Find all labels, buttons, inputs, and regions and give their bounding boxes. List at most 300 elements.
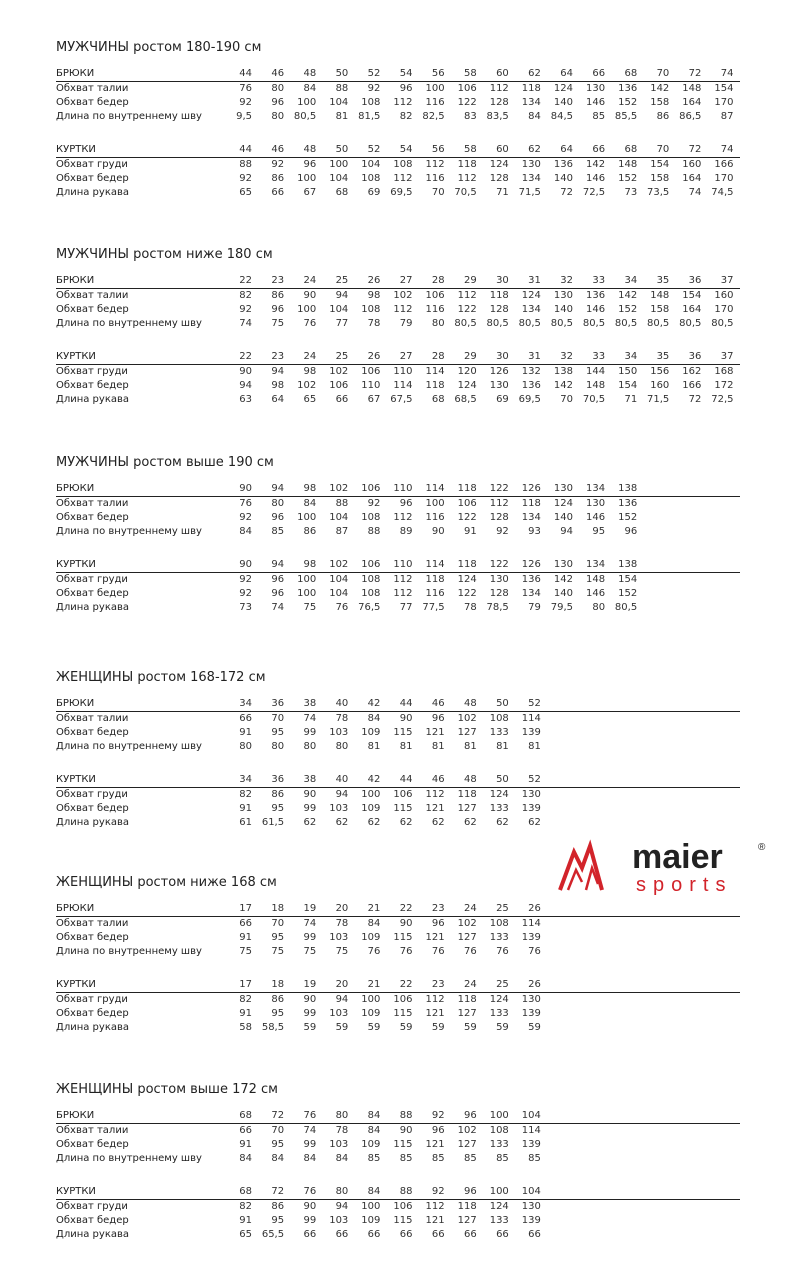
- measurement-value: 90: [399, 713, 413, 724]
- size-header-cell: 138: [618, 559, 638, 570]
- measurement-value: 68,5: [454, 394, 477, 405]
- measurement-value: 76: [367, 946, 381, 957]
- size-header-cell: 68: [624, 68, 638, 79]
- measurement-value: 134: [521, 97, 541, 108]
- size-header-cell: 34: [239, 698, 252, 709]
- measurement-value: 124: [457, 574, 477, 585]
- measurement-value: 84: [335, 1153, 349, 1164]
- measurement-label: Обхват груди: [56, 159, 128, 170]
- measurement-value: 114: [521, 1125, 541, 1136]
- measurement-value: 106: [425, 290, 445, 301]
- measurement-value: 77,5: [422, 602, 445, 613]
- measurement-value: 96: [399, 498, 413, 509]
- measurement-value: 80: [271, 83, 285, 94]
- measurement-value: 88: [239, 159, 252, 170]
- measurement-value: 86: [271, 173, 285, 184]
- size-table: [0, 144, 792, 208]
- size-header-cell: 94: [271, 559, 285, 570]
- measurement-value: 118: [457, 994, 477, 1005]
- measurement-value: 124: [553, 83, 573, 94]
- measurement-value: 162: [682, 366, 702, 377]
- size-header-cell: 25: [496, 979, 509, 990]
- measurement-value: 96: [271, 574, 285, 585]
- size-header-cell: 104: [521, 1186, 541, 1197]
- size-header-cell: 23: [431, 979, 445, 990]
- measurement-value: 85: [592, 111, 606, 122]
- measurement-value: 106: [393, 1201, 413, 1212]
- measurement-value: 84: [303, 1153, 317, 1164]
- measurement-value: 90: [399, 918, 413, 929]
- measurement-value: 100: [361, 994, 381, 1005]
- measurement-value: 76: [239, 498, 252, 509]
- measurement-label: Обхват бедер: [56, 932, 129, 943]
- measurement-value: 81: [431, 741, 445, 752]
- measurement-value: 128: [489, 304, 509, 315]
- measurement-value: 146: [586, 588, 606, 599]
- measurement-value: 104: [329, 304, 349, 315]
- measurement-value: 82: [239, 994, 252, 1005]
- measurement-value: 90: [431, 526, 445, 537]
- size-header-cell: 96: [463, 1110, 477, 1121]
- measurement-value: 96: [431, 713, 445, 724]
- measurement-value: 75: [239, 946, 252, 957]
- measurement-value: 139: [521, 1139, 541, 1150]
- size-table: [0, 774, 792, 838]
- measurement-value: 70,5: [454, 187, 477, 198]
- measurement-value: 99: [303, 803, 317, 814]
- measurement-value: 80,5: [550, 318, 573, 329]
- measurement-value: 127: [457, 1139, 477, 1150]
- measurement-value: 152: [618, 512, 638, 523]
- measurement-value: 120: [457, 366, 477, 377]
- measurement-value: 70: [431, 187, 445, 198]
- measurement-value: 66: [367, 1229, 381, 1240]
- measurement-value: 114: [425, 366, 445, 377]
- measurement-value: 94: [335, 789, 349, 800]
- measurement-value: 112: [425, 789, 445, 800]
- size-header-cell: 70: [656, 68, 670, 79]
- measurement-value: 62: [496, 817, 509, 828]
- measurement-value: 71,5: [647, 394, 670, 405]
- size-header-cell: 114: [425, 559, 445, 570]
- measurement-value: 136: [618, 498, 638, 509]
- size-header-cell: 23: [431, 903, 445, 914]
- size-table: [0, 68, 792, 132]
- measurement-value: 170: [714, 97, 734, 108]
- measurement-value: 127: [457, 1215, 477, 1226]
- measurement-value: 127: [457, 727, 477, 738]
- measurement-value: 114: [521, 713, 541, 724]
- measurement-value: 112: [393, 574, 413, 585]
- measurement-value: 104: [329, 588, 349, 599]
- size-header-cell: 19: [303, 903, 317, 914]
- measurement-value: 122: [457, 588, 477, 599]
- measurement-value: 76: [528, 946, 541, 957]
- size-header-cell: 92: [431, 1110, 445, 1121]
- size-header-cell: 40: [335, 698, 349, 709]
- measurement-value: 124: [553, 498, 573, 509]
- measurement-value: 103: [329, 727, 349, 738]
- measurement-value: 108: [361, 173, 381, 184]
- size-header-cell: 134: [586, 559, 606, 570]
- table-header-rule: [56, 1199, 740, 1200]
- measurement-value: 95: [592, 526, 606, 537]
- measurement-value: 100: [297, 97, 317, 108]
- measurement-value: 156: [650, 366, 670, 377]
- measurement-value: 102: [457, 713, 477, 724]
- measurement-value: 66: [528, 1229, 541, 1240]
- measurement-value: 116: [425, 588, 445, 599]
- size-header-cell: 21: [367, 903, 381, 914]
- measurement-value: 104: [329, 173, 349, 184]
- size-header-cell: 23: [271, 275, 285, 286]
- measurement-value: 121: [425, 1139, 445, 1150]
- measurement-value: 152: [618, 97, 638, 108]
- measurement-value: 108: [361, 574, 381, 585]
- measurement-value: 118: [457, 1201, 477, 1212]
- measurement-value: 112: [425, 159, 445, 170]
- measurement-value: 80,5: [293, 111, 317, 122]
- measurement-label: Обхват талии: [56, 1125, 129, 1136]
- size-header-cell: 74: [720, 68, 734, 79]
- measurement-value: 99: [303, 1139, 317, 1150]
- measurement-value: 76: [496, 946, 509, 957]
- size-header-cell: 44: [399, 774, 413, 785]
- size-header-cell: 31: [528, 351, 541, 362]
- size-header-cell: 76: [303, 1110, 317, 1121]
- measurement-value: 121: [425, 727, 445, 738]
- measurement-value: 96: [303, 159, 317, 170]
- measurement-value: 115: [393, 1008, 413, 1019]
- measurement-value: 80: [431, 318, 445, 329]
- measurement-value: 68: [335, 187, 349, 198]
- measurement-value: 80: [335, 741, 349, 752]
- measurement-value: 72,5: [711, 394, 734, 405]
- measurement-value: 80,5: [711, 318, 734, 329]
- measurement-value: 144: [586, 366, 606, 377]
- measurement-value: 133: [489, 1139, 509, 1150]
- measurement-value: 122: [457, 97, 477, 108]
- measurement-value: 152: [618, 173, 638, 184]
- measurement-value: 128: [489, 173, 509, 184]
- measurement-value: 110: [393, 366, 413, 377]
- size-header-cell: 46: [431, 698, 445, 709]
- measurement-value: 121: [425, 1008, 445, 1019]
- measurement-value: 92: [271, 159, 285, 170]
- measurement-value: 62: [335, 817, 349, 828]
- section-title: ЖЕНЩИНЫ ростом 168-172 см: [56, 670, 266, 685]
- measurement-value: 62: [399, 817, 413, 828]
- measurement-value: 78: [335, 1125, 349, 1136]
- measurement-value: 96: [399, 83, 413, 94]
- measurement-value: 81: [367, 741, 381, 752]
- measurement-value: 66: [496, 1229, 509, 1240]
- measurement-value: 99: [303, 727, 317, 738]
- measurement-value: 132: [521, 366, 541, 377]
- measurement-value: 66: [271, 187, 285, 198]
- measurement-value: 88: [335, 83, 349, 94]
- measurement-value: 109: [361, 1215, 381, 1226]
- size-header-cell: 28: [431, 275, 445, 286]
- measurement-value: 84: [239, 526, 252, 537]
- measurement-value: 100: [329, 159, 349, 170]
- measurement-value: 92: [239, 97, 252, 108]
- size-header-cell: 90: [239, 483, 252, 494]
- measurement-value: 168: [714, 366, 734, 377]
- measurement-value: 112: [393, 304, 413, 315]
- measurement-value: 82,5: [422, 111, 445, 122]
- measurement-value: 74: [303, 918, 317, 929]
- measurement-value: 152: [618, 304, 638, 315]
- measurement-value: 79: [528, 602, 541, 613]
- table-label: БРЮКИ: [56, 1110, 95, 1121]
- measurement-value: 59: [496, 1022, 509, 1033]
- size-header-cell: 98: [303, 483, 317, 494]
- measurement-value: 75: [271, 946, 285, 957]
- measurement-value: 76: [463, 946, 477, 957]
- measurement-value: 100: [361, 789, 381, 800]
- measurement-value: 99: [303, 1215, 317, 1226]
- measurement-value: 114: [521, 918, 541, 929]
- measurement-value: 108: [489, 713, 509, 724]
- size-header-cell: 102: [329, 559, 349, 570]
- size-header-cell: 22: [399, 979, 413, 990]
- size-header-cell: 34: [239, 774, 252, 785]
- measurement-value: 142: [618, 290, 638, 301]
- logo-word-maier: maier: [632, 838, 723, 876]
- measurement-value: 148: [682, 83, 702, 94]
- size-header-cell: 38: [303, 774, 317, 785]
- measurement-value: 106: [361, 366, 381, 377]
- measurement-value: 100: [425, 498, 445, 509]
- measurement-value: 106: [393, 994, 413, 1005]
- measurement-value: 83: [463, 111, 477, 122]
- measurement-label: Длина рукава: [56, 394, 130, 405]
- measurement-value: 80,5: [454, 318, 477, 329]
- measurement-label: Обхват талии: [56, 918, 129, 929]
- measurement-value: 158: [650, 97, 670, 108]
- size-header-cell: 46: [271, 144, 285, 155]
- measurement-value: 103: [329, 932, 349, 943]
- measurement-value: 9,5: [236, 111, 252, 122]
- measurement-value: 79,5: [550, 602, 573, 613]
- measurement-value: 127: [457, 1008, 477, 1019]
- table-header-rule: [56, 157, 740, 158]
- size-header-cell: 31: [528, 275, 541, 286]
- measurement-value: 112: [489, 498, 509, 509]
- size-header-cell: 68: [239, 1110, 252, 1121]
- size-header-cell: 22: [399, 903, 413, 914]
- size-header-cell: 26: [367, 351, 381, 362]
- size-header-cell: 50: [335, 68, 349, 79]
- measurement-value: 112: [489, 83, 509, 94]
- size-header-cell: 44: [399, 698, 413, 709]
- measurement-value: 95: [271, 727, 285, 738]
- measurement-value: 80,5: [582, 318, 606, 329]
- size-header-cell: 118: [457, 559, 477, 570]
- measurement-value: 71: [496, 187, 509, 198]
- size-header-cell: 33: [592, 351, 606, 362]
- measurement-value: 98: [303, 366, 317, 377]
- size-header-cell: 134: [586, 483, 606, 494]
- measurement-value: 80,5: [679, 318, 702, 329]
- measurement-value: 112: [425, 1201, 445, 1212]
- measurement-value: 124: [521, 290, 541, 301]
- size-header-cell: 72: [271, 1110, 285, 1121]
- measurement-value: 146: [586, 304, 606, 315]
- size-header-cell: 68: [624, 144, 638, 155]
- size-table: [0, 698, 792, 762]
- size-header-cell: 64: [560, 68, 573, 79]
- measurement-value: 80,5: [647, 318, 670, 329]
- measurement-value: 62: [528, 817, 541, 828]
- measurement-value: 70: [271, 918, 285, 929]
- measurement-value: 115: [393, 932, 413, 943]
- measurement-value: 87: [335, 526, 349, 537]
- size-header-cell: 72: [688, 144, 702, 155]
- measurement-value: 106: [329, 380, 349, 391]
- measurement-value: 136: [618, 83, 638, 94]
- measurement-value: 103: [329, 803, 349, 814]
- size-header-cell: 20: [335, 979, 349, 990]
- table-label: БРЮКИ: [56, 68, 95, 79]
- measurement-value: 58,5: [261, 1022, 285, 1033]
- measurement-value: 91: [239, 932, 252, 943]
- size-header-cell: 54: [399, 144, 413, 155]
- table-header-rule: [56, 496, 740, 497]
- measurement-value: 102: [457, 1125, 477, 1136]
- measurement-value: 136: [521, 574, 541, 585]
- measurement-value: 104: [361, 159, 381, 170]
- measurement-value: 86: [271, 290, 285, 301]
- measurement-value: 114: [393, 380, 413, 391]
- measurement-value: 83,5: [486, 111, 509, 122]
- size-section: [0, 455, 792, 655]
- size-header-cell: 56: [431, 144, 445, 155]
- measurement-value: 70: [271, 1125, 285, 1136]
- measurement-value: 138: [553, 366, 573, 377]
- measurement-value: 92: [239, 574, 252, 585]
- size-header-cell: 122: [489, 559, 509, 570]
- size-header-cell: 36: [688, 275, 702, 286]
- measurement-value: 109: [361, 727, 381, 738]
- measurement-value: 81: [335, 111, 349, 122]
- measurement-value: 59: [399, 1022, 413, 1033]
- measurement-value: 108: [489, 918, 509, 929]
- measurement-value: 124: [489, 159, 509, 170]
- size-header-cell: 76: [303, 1186, 317, 1197]
- measurement-value: 74,5: [711, 187, 734, 198]
- measurement-value: 130: [586, 498, 606, 509]
- size-header-cell: 35: [656, 351, 670, 362]
- measurement-value: 61,5: [261, 817, 285, 828]
- measurement-value: 72,5: [582, 187, 606, 198]
- measurement-value: 82: [239, 789, 252, 800]
- measurement-value: 80: [271, 741, 285, 752]
- size-header-cell: 52: [367, 144, 381, 155]
- maier-sports-logo: [558, 838, 778, 898]
- mountain-logo-icon: [558, 838, 778, 898]
- measurement-value: 81: [399, 741, 413, 752]
- measurement-value: 67,5: [390, 394, 413, 405]
- section-title: МУЖЧИНЫ ростом ниже 180 см: [56, 247, 273, 262]
- measurement-value: 85,5: [614, 111, 638, 122]
- size-header-cell: 48: [463, 774, 477, 785]
- measurement-value: 133: [489, 932, 509, 943]
- section-title: МУЖЧИНЫ ростом 180-190 см: [56, 40, 262, 55]
- measurement-value: 80: [592, 602, 606, 613]
- size-header-cell: 64: [560, 144, 573, 155]
- size-header-cell: 88: [399, 1110, 413, 1121]
- measurement-value: 63: [239, 394, 252, 405]
- measurement-value: 93: [528, 526, 541, 537]
- measurement-value: 112: [393, 173, 413, 184]
- measurement-value: 74: [271, 602, 285, 613]
- measurement-value: 66: [335, 1229, 349, 1240]
- size-header-cell: 106: [361, 483, 381, 494]
- measurement-value: 128: [489, 512, 509, 523]
- measurement-value: 80: [239, 741, 252, 752]
- measurement-value: 74: [303, 713, 317, 724]
- size-header-cell: 42: [367, 698, 381, 709]
- measurement-label: Обхват бедер: [56, 727, 129, 738]
- size-header-cell: 18: [271, 903, 285, 914]
- size-header-cell: 110: [393, 559, 413, 570]
- measurement-value: 172: [714, 380, 734, 391]
- measurement-value: 106: [393, 789, 413, 800]
- measurement-value: 88: [367, 526, 381, 537]
- measurement-value: 73: [239, 602, 252, 613]
- measurement-value: 81: [528, 741, 541, 752]
- measurement-value: 80: [271, 498, 285, 509]
- size-header-cell: 25: [496, 903, 509, 914]
- measurement-label: Обхват бедер: [56, 588, 129, 599]
- measurement-value: 66: [239, 713, 252, 724]
- measurement-value: 82: [399, 111, 413, 122]
- table-header-rule: [56, 787, 740, 788]
- measurement-value: 91: [239, 727, 252, 738]
- measurement-value: 109: [361, 932, 381, 943]
- measurement-value: 69: [496, 394, 509, 405]
- measurement-value: 121: [425, 803, 445, 814]
- size-header-cell: 54: [399, 68, 413, 79]
- measurement-value: 94: [239, 380, 252, 391]
- size-header-cell: 28: [431, 351, 445, 362]
- measurement-value: 130: [521, 1201, 541, 1212]
- measurement-label: Обхват груди: [56, 574, 128, 585]
- measurement-value: 121: [425, 932, 445, 943]
- measurement-label: Длина рукава: [56, 187, 130, 198]
- measurement-value: 140: [553, 588, 573, 599]
- size-header-cell: 60: [496, 68, 509, 79]
- measurement-value: 118: [457, 789, 477, 800]
- measurement-value: 108: [361, 97, 381, 108]
- size-header-cell: 60: [496, 144, 509, 155]
- size-header-cell: 80: [335, 1186, 349, 1197]
- size-header-cell: 72: [271, 1186, 285, 1197]
- measurement-value: 90: [303, 290, 317, 301]
- measurement-label: Длина рукава: [56, 817, 130, 828]
- measurement-value: 130: [586, 83, 606, 94]
- measurement-value: 74: [688, 187, 702, 198]
- measurement-value: 91: [239, 1139, 252, 1150]
- measurement-value: 90: [399, 1125, 413, 1136]
- measurement-value: 67: [367, 394, 381, 405]
- size-header-cell: 48: [303, 144, 317, 155]
- size-header-cell: 122: [489, 483, 509, 494]
- measurement-value: 142: [553, 380, 573, 391]
- measurement-value: 133: [489, 803, 509, 814]
